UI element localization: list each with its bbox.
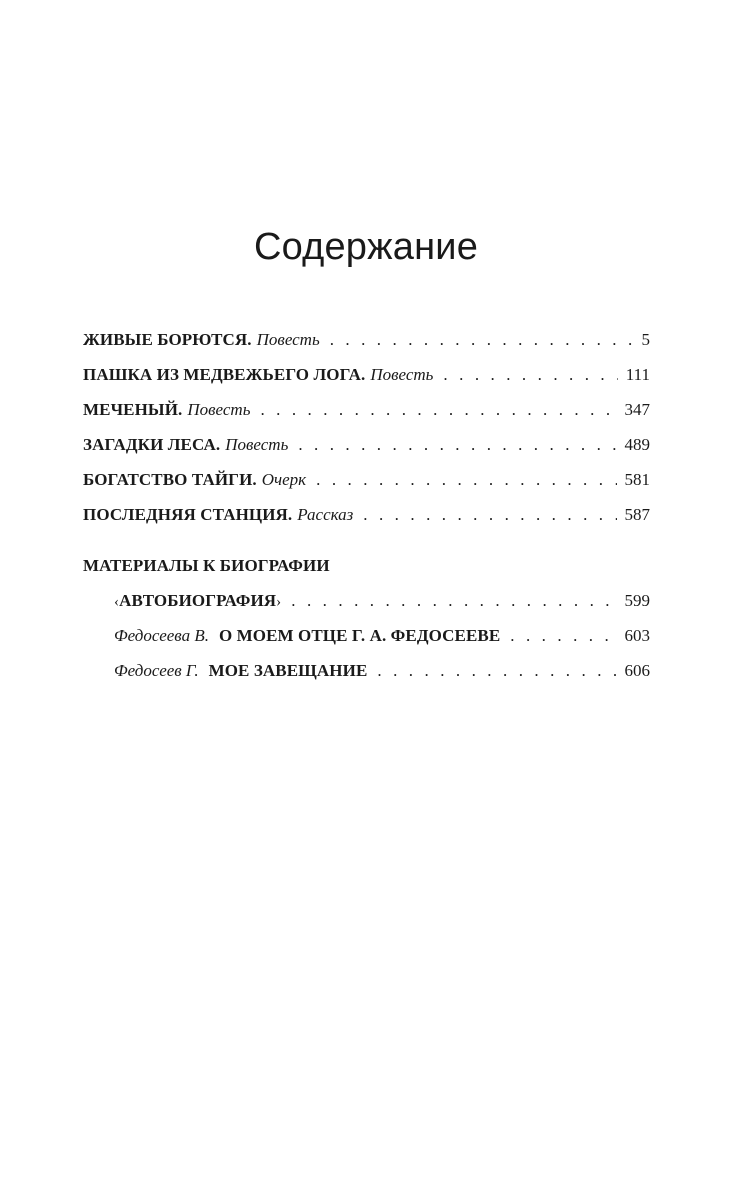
entry-title: МЕЧЕНЫЙ. — [83, 400, 183, 419]
toc-subentry[interactable] — [83, 661, 650, 696]
entry-page-number: 347 — [624, 400, 650, 419]
entry-page-number: 599 — [624, 591, 650, 610]
entry-title: ПОСЛЕДНЯЯ СТАНЦИЯ. — [83, 505, 293, 524]
toc-entry[interactable] — [83, 365, 650, 400]
dot-leader — [291, 591, 616, 611]
dot-leader — [316, 470, 616, 490]
toc-subentry[interactable] — [83, 626, 650, 661]
entry-title: МОЕ ЗАВЕЩАНИЕ — [208, 661, 368, 680]
toc-entry[interactable] — [83, 330, 650, 365]
toc-entry[interactable] — [83, 470, 650, 505]
entry-page-number: 603 — [624, 626, 650, 645]
entry-genre: Повесть — [187, 400, 251, 419]
toc-entry[interactable] — [83, 505, 650, 540]
entry-title: ЖИВЫЕ БОРЮТСЯ. — [83, 330, 252, 349]
dot-leader — [363, 505, 616, 525]
dot-leader — [260, 400, 616, 420]
table-of-contents — [83, 330, 650, 696]
entry-title: ЗАГАДКИ ЛЕСА. — [83, 435, 221, 454]
entry-page-number: 587 — [624, 505, 650, 524]
entry-page-number: 111 — [625, 365, 650, 384]
entry-title: БОГАТСТВО ТАЙГИ. — [83, 470, 257, 489]
dot-leader — [298, 435, 616, 455]
toc-entry[interactable] — [83, 400, 650, 435]
dot-leader — [377, 661, 616, 681]
dot-leader — [330, 330, 634, 350]
entry-genre: Рассказ — [297, 505, 354, 524]
entry-page-number: 489 — [624, 435, 650, 454]
entry-genre: Очерк — [261, 470, 307, 489]
entry-author: Федосеев Г. — [114, 661, 199, 680]
toc-entry[interactable] — [83, 435, 650, 470]
entry-genre: Повесть — [256, 330, 320, 349]
angle-open: ‹ — [114, 594, 120, 610]
page-title: Содержание — [253, 226, 479, 268]
angle-close: › — [276, 594, 282, 610]
entry-page-number: 581 — [624, 470, 650, 489]
entry-title: ПАШКА ИЗ МЕДВЕЖЬЕГО ЛОГА. — [83, 365, 366, 384]
entry-genre: Повесть — [370, 365, 434, 384]
entry-title: О МОЕМ ОТЦЕ Г. А. ФЕДОСЕЕВЕ — [218, 626, 501, 645]
dot-leader — [443, 365, 617, 385]
entry-page-number: 606 — [624, 661, 650, 680]
entry-title — [114, 591, 281, 611]
dot-leader — [510, 626, 616, 646]
entry-page-number: 5 — [641, 330, 650, 349]
entry-title-text: АВТОБИОГРАФИЯ — [119, 591, 277, 610]
section-heading: МАТЕРИАЛЫ К БИОГРАФИИ — [83, 556, 330, 575]
entry-author: Федосеева В. — [114, 626, 209, 645]
entry-genre: Повесть — [225, 435, 289, 454]
toc-subentry[interactable] — [83, 591, 650, 626]
